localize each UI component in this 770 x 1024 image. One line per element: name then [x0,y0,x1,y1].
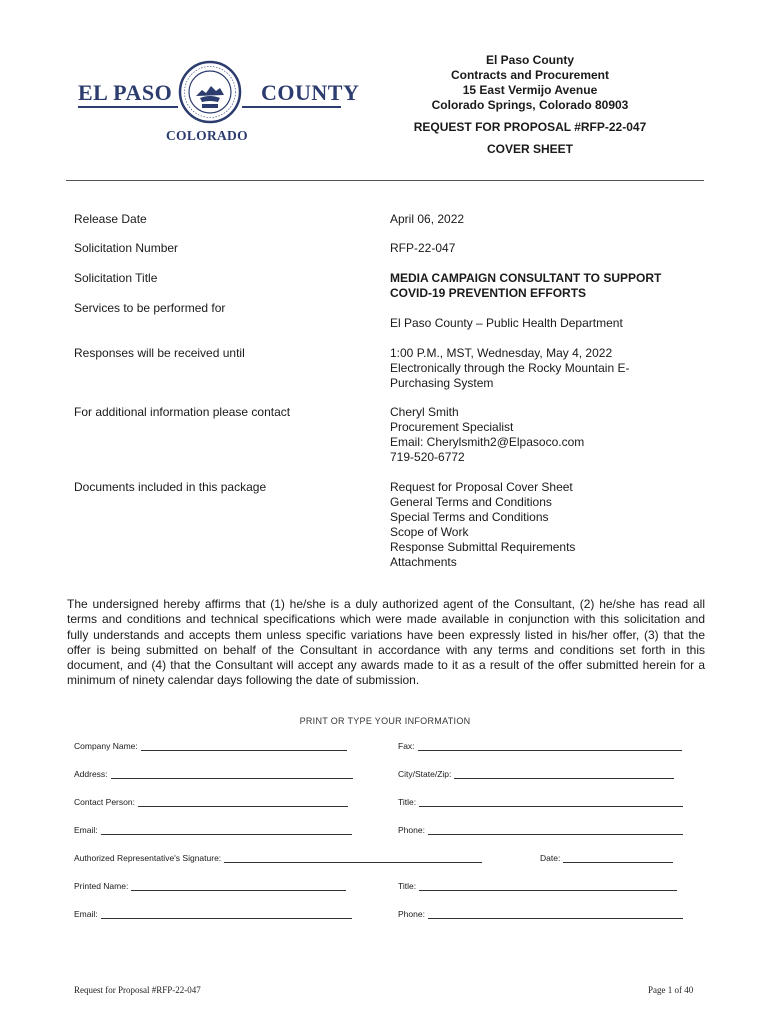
address-line: Contracts and Procurement [450,68,610,82]
county-logo [76,58,360,148]
responses-line: Purchasing System [390,376,494,390]
contact-title: Procurement Specialist [390,420,514,434]
footer-page-number: Page 1 of 40 [648,985,694,995]
logo-word-el-paso: EL PASO [78,80,173,105]
responses-label: Responses will be received until [74,346,245,360]
fax-field[interactable] [398,741,682,751]
title-field[interactable] [398,797,683,807]
rfp-title: REQUEST FOR PROPOSAL #RFP-22-047 [413,120,647,134]
contact-person-field[interactable] [74,797,348,807]
date-field[interactable] [540,853,673,863]
form-title: PRINT OR TYPE YOUR INFORMATION [299,716,471,726]
solicitation-title-line: COVID-19 PREVENTION EFFORTS [390,286,587,300]
city-state-zip-label: City/State/Zip: [398,769,452,779]
affirmation-paragraph: The undersigned hereby affirms that (1) he/she is a duly authorized agent of the Consultant, (2) he/she has read all terms and conditions and technical specifications which were made available in conjunction with this solicitation and fully understands and accepts them unless specific variations have been expressly listed in his/her offer, (3) that the offer is being submitted on behalf of the Consultant in accordance with any terms and conditions set forth in this document, and (4) that the Consultant will accept any awards made to it as a result of the offer submitted herein for a minimum of ninety calendar days following the date of submission. [67,597,705,688]
title-label: Title: [398,797,417,807]
signature-label: Authorized Representative's Signature: [74,853,222,863]
logo-subtitle: COLORADO [166,128,248,143]
address-line: El Paso County [485,53,574,67]
contact-email: Email: Cherylsmith2@Elpasoco.com [390,435,585,449]
city-state-zip-line[interactable] [454,771,674,779]
company-name-field[interactable] [74,741,347,751]
address-line: Colorado Springs, Colorado 80903 [431,98,629,112]
logo-underline-right [242,106,341,108]
address-label: Address: [74,769,108,779]
contact-name: Cheryl Smith [390,405,459,419]
contact-person-label: Contact Person: [74,797,135,807]
cover-sheet-title: COVER SHEET [486,142,573,156]
services-label: Services to be performed for [74,301,226,315]
header-address [390,53,670,113]
solicitation-title-value [390,271,690,301]
contact-value [390,405,690,465]
responses-line: Electronically through the Rocky Mountain E- [390,361,630,375]
rep-email-field[interactable] [74,909,352,919]
document-item: Response Submittal Requirements [390,540,576,554]
address-line[interactable] [111,771,353,779]
rep-title-field[interactable] [398,881,677,891]
date-label: Date: [540,853,561,863]
signature-field[interactable] [74,853,482,863]
email-field[interactable] [74,825,352,835]
solicitation-number-label: Solicitation Number [74,241,179,255]
document-item: Special Terms and Conditions [390,510,549,524]
fax-label: Fax: [398,741,415,751]
responses-line: 1:00 P.M., MST, Wednesday, May 4, 2022 [390,346,613,360]
county-seal-icon [178,60,242,124]
rep-email-label: Email: [74,909,98,919]
responses-value [390,346,690,391]
document-item: Attachments [390,555,457,569]
printed-name-field[interactable] [74,881,346,891]
city-state-zip-field[interactable] [398,769,674,779]
release-date-label: Release Date [74,212,147,226]
rep-phone-label: Phone: [398,909,425,919]
solicitation-title-label: Solicitation Title [74,271,158,285]
logo-word-county: COUNTY [261,80,360,105]
phone-label: Phone: [398,825,425,835]
email-line[interactable] [101,827,352,835]
document-item: General Terms and Conditions [390,495,552,509]
printed-name-line[interactable] [131,883,346,891]
release-date-value: April 06, 2022 [390,212,465,226]
documents-list [390,480,690,570]
solicitation-number-value: RFP-22-047 [390,241,456,255]
document-item: Request for Proposal Cover Sheet [390,480,573,494]
rep-phone-line[interactable] [428,911,683,919]
address-line: 15 East Vermijo Avenue [462,83,598,97]
document-item: Scope of Work [390,525,469,539]
rep-title-label: Title: [398,881,417,891]
contact-label: For additional information please contact [74,405,291,419]
phone-line[interactable] [428,827,683,835]
rep-email-line[interactable] [101,911,352,919]
phone-field[interactable] [398,825,683,835]
header-divider [66,180,704,181]
printed-name-label: Printed Name: [74,881,129,891]
address-field[interactable] [74,769,353,779]
footer-document-id: Request for Proposal #RFP-22-047 [74,985,201,995]
documents-label: Documents included in this package [74,480,267,494]
solicitation-title-line: MEDIA CAMPAIGN CONSULTANT TO SUPPORT [390,271,662,285]
company-name-label: Company Name: [74,741,138,751]
date-line[interactable] [563,855,673,863]
rep-phone-field[interactable] [398,909,683,919]
signature-line[interactable] [224,855,482,863]
logo-underline-left [78,106,178,108]
email-label: Email: [74,825,98,835]
contact-phone: 719-520-6772 [390,450,465,464]
rep-title-line[interactable] [419,883,677,891]
services-value: El Paso County – Public Health Department [390,316,623,330]
fax-line[interactable] [418,743,682,751]
contact-person-line[interactable] [138,799,348,807]
company-name-line[interactable] [141,743,347,751]
title-line[interactable] [419,799,683,807]
